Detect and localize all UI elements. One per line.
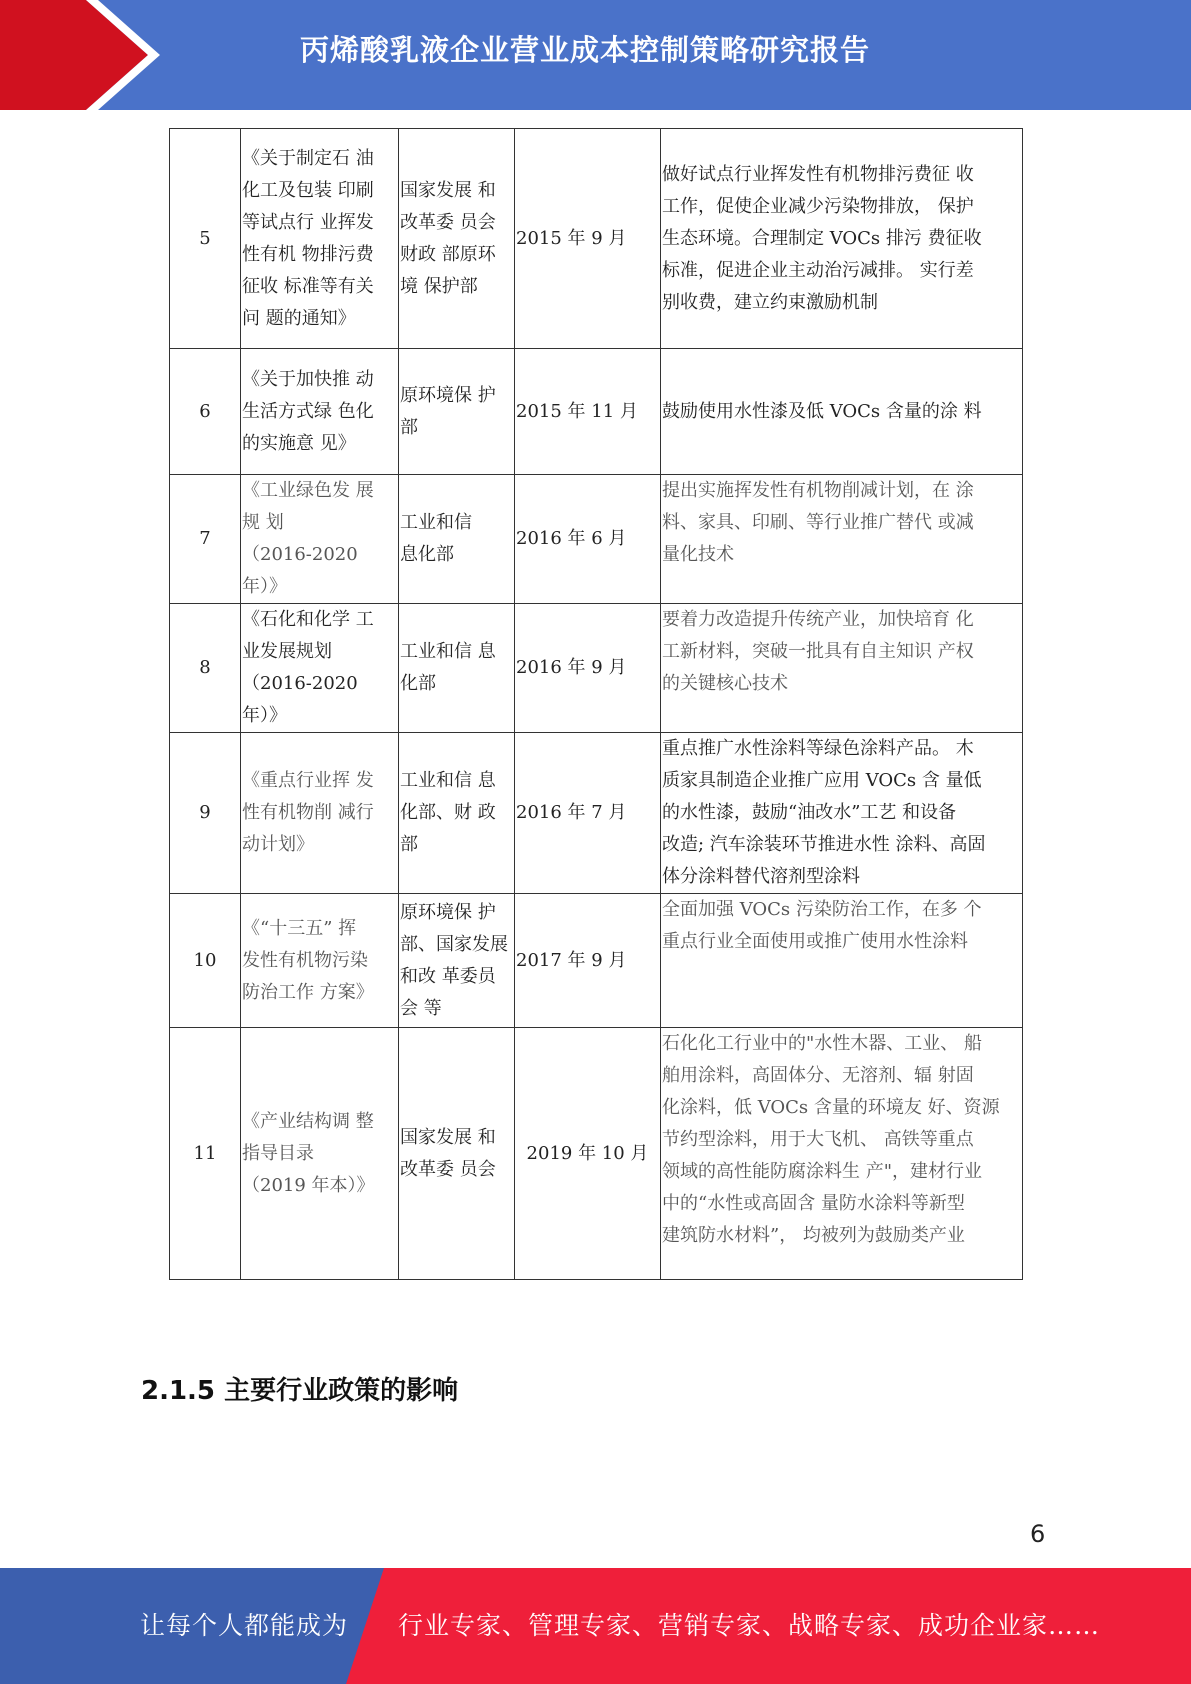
issue-date: 2016 年 7 月 bbox=[515, 733, 661, 894]
policy-content-line: 做好试点行业挥发性有机物排污费征 收 bbox=[662, 163, 974, 185]
issuing-department-line: 改革委 员会 bbox=[400, 211, 496, 233]
row-number: 10 bbox=[170, 894, 241, 1028]
table-row bbox=[170, 475, 1023, 604]
issuing-department bbox=[399, 475, 515, 604]
policy-content-line: 节约型涂料，用于大飞机、 高铁等重点 bbox=[662, 1129, 974, 1150]
issuing-department-line: 会 等 bbox=[400, 997, 442, 1019]
policy-content-line: 重点行业全面使用或推广使用水性涂料 bbox=[662, 931, 968, 952]
policy-document-line: 指导目录 bbox=[242, 1142, 314, 1164]
issuing-department-line: 境 保护部 bbox=[400, 275, 478, 297]
footer-slogan-right: 行业专家、管理专家、营销专家、战略专家、成功企业家…… bbox=[398, 1611, 1101, 1640]
issuing-department-line: 国家发展 和 bbox=[400, 1126, 496, 1148]
policy-document-line: 《重点行业挥 发 bbox=[242, 770, 374, 791]
policy-table-body bbox=[170, 129, 1023, 1280]
issuing-department bbox=[399, 349, 515, 475]
issuing-department-line: 和改 革委员 bbox=[400, 965, 496, 987]
issue-date: 2015 年 11 月 bbox=[515, 349, 661, 475]
policy-content-line: 改造; 汽车涂装环节推进水性 涂料、高固 bbox=[662, 834, 986, 855]
row-number: 6 bbox=[170, 349, 241, 475]
policy-content-line: 工新材料，突破一批具有自主知识 产权 bbox=[662, 641, 974, 662]
policy-content bbox=[661, 894, 1023, 1028]
issuing-department-line: 改革委 员会 bbox=[400, 1158, 496, 1180]
policy-document-line: 发性有机物污染 bbox=[242, 949, 368, 971]
issuing-department bbox=[399, 894, 515, 1028]
policy-content-line: 工作，促使企业减少污染物排放， 保护 bbox=[662, 195, 974, 217]
row-number: 9 bbox=[170, 733, 241, 894]
policy-document-line: 等试点行 业挥发 bbox=[242, 211, 374, 233]
table-row bbox=[170, 604, 1023, 733]
policy-document-line: （2019 年本）》 bbox=[242, 1174, 375, 1196]
issuing-department-line: 化部 bbox=[400, 673, 436, 694]
policy-content-line: 标准，促进企业主动治污减排。 实行差 bbox=[662, 259, 974, 281]
row-number: 8 bbox=[170, 604, 241, 733]
policy-content-line: 重点推广水性涂料等绿色涂料产品。 木 bbox=[662, 738, 974, 759]
footer-slogan-left: 让每个人都能成为 bbox=[140, 1611, 349, 1640]
issuing-department-line: 财政 部原环 bbox=[400, 243, 496, 265]
issuing-department bbox=[399, 733, 515, 894]
policy-document-line: 《关于加快推 动 bbox=[242, 368, 374, 390]
policy-content-line: 鼓励使用水性漆及低 VOCs 含量的涂 料 bbox=[662, 400, 982, 422]
policy-document bbox=[241, 894, 399, 1028]
policy-content-line: 量化技术 bbox=[662, 544, 734, 565]
policy-document-line: 《关于制定石 油 bbox=[242, 147, 374, 169]
policy-content-line: 的水性漆，鼓励“油改水”工艺 和设备 bbox=[662, 802, 957, 823]
policy-content bbox=[661, 604, 1023, 733]
row-number: 5 bbox=[170, 129, 241, 349]
policy-document-line: 规 划 bbox=[242, 512, 284, 533]
issue-date: 2016 年 6 月 bbox=[515, 475, 661, 604]
row-number: 11 bbox=[170, 1028, 241, 1280]
policy-document-line: 《“十三五” 挥 bbox=[242, 917, 357, 939]
policy-document bbox=[241, 475, 399, 604]
policy-content-line: 化涂料，低 VOCs 含量的环境友 好、资源 bbox=[662, 1097, 1000, 1118]
issuing-department-line: 原环境保 护 bbox=[400, 384, 496, 406]
policy-content-line: 建筑防水材料”， 均被列为鼓励类产业 bbox=[662, 1225, 965, 1246]
policy-document-line: 征收 标准等有关 bbox=[242, 275, 374, 297]
policy-document bbox=[241, 349, 399, 475]
policy-content bbox=[661, 475, 1023, 604]
issue-date: 2019 年 10 月 bbox=[515, 1028, 661, 1280]
policy-content bbox=[661, 1028, 1023, 1280]
policy-document-line: 动计划》 bbox=[242, 834, 314, 855]
policy-table bbox=[169, 128, 1023, 1280]
policy-document-line: 年）》 bbox=[242, 576, 287, 597]
policy-content bbox=[661, 733, 1023, 894]
policy-content-line: 提出实施挥发性有机物削减计划，在 涂 bbox=[662, 480, 974, 501]
issuing-department bbox=[399, 1028, 515, 1280]
policy-document-line: 防治工作 方案》 bbox=[242, 981, 374, 1003]
policy-document-line: （2016-2020 bbox=[242, 673, 358, 694]
policy-content-line: 别收费，建立约束激励机制 bbox=[662, 291, 878, 313]
issuing-department-line: 工业和信 bbox=[400, 512, 472, 533]
header-banner bbox=[0, 0, 1191, 110]
policy-document-line: 生活方式绿 色化 bbox=[242, 400, 374, 422]
policy-content-line: 体分涂料替代溶剂型涂料 bbox=[662, 866, 860, 887]
policy-content bbox=[661, 349, 1023, 475]
table-row bbox=[170, 1028, 1023, 1280]
issuing-department-line: 部 bbox=[400, 416, 418, 438]
policy-content-line: 中的“水性或高固含 量防水涂料等新型 bbox=[662, 1193, 965, 1214]
policy-document bbox=[241, 604, 399, 733]
issue-date: 2017 年 9 月 bbox=[515, 894, 661, 1028]
table-row bbox=[170, 733, 1023, 894]
report-title: 丙烯酸乳液企业营业成本控制策略研究报告 bbox=[300, 33, 871, 67]
policy-content-line: 全面加强 VOCs 污染防治工作，在多 个 bbox=[662, 899, 982, 920]
table-row bbox=[170, 129, 1023, 349]
issuing-department-line: 工业和信 息 bbox=[400, 641, 496, 662]
footer-banner bbox=[0, 1568, 1191, 1684]
section-heading: 2.1.5 主要行业政策的影响 bbox=[141, 1376, 459, 1406]
issuing-department-line: 工业和信 息 bbox=[400, 770, 496, 791]
policy-document-line: 《产业结构调 整 bbox=[242, 1110, 374, 1132]
policy-content-line: 质家具制造企业推广应用 VOCs 含 量低 bbox=[662, 770, 982, 791]
issuing-department-line: 化部、财 政 bbox=[400, 802, 496, 823]
policy-document-line: 的实施意 见》 bbox=[242, 432, 356, 454]
table-row bbox=[170, 894, 1023, 1028]
issuing-department-line: 部 bbox=[400, 834, 418, 855]
policy-document bbox=[241, 129, 399, 349]
page-number: 6 bbox=[1030, 1520, 1046, 1548]
policy-document-line: 《工业绿色发 展 bbox=[242, 480, 374, 501]
issuing-department bbox=[399, 604, 515, 733]
issuing-department-line: 息化部 bbox=[400, 544, 454, 565]
policy-content-line: 舶用涂料，高固体分、无溶剂、辐 射固 bbox=[662, 1065, 974, 1086]
policy-document-line: （2016-2020 bbox=[242, 544, 358, 565]
policy-document-line: 业发展规划 bbox=[242, 641, 332, 662]
row-number: 7 bbox=[170, 475, 241, 604]
issuing-department bbox=[399, 129, 515, 349]
policy-content-line: 的关键核心技术 bbox=[662, 673, 788, 694]
policy-content-line: 生态环境。合理制定 VOCs 排污 费征收 bbox=[662, 227, 982, 249]
policy-document-line: 《石化和化学 工 bbox=[242, 609, 374, 630]
policy-content-line: 料、家具、印刷、等行业推广替代 或减 bbox=[662, 512, 974, 533]
issuing-department-line: 原环境保 护 bbox=[400, 901, 496, 923]
policy-document-line: 性有机物削 减行 bbox=[242, 802, 374, 823]
policy-document bbox=[241, 733, 399, 894]
policy-document-line: 化工及包装 印刷 bbox=[242, 179, 374, 201]
policy-content bbox=[661, 129, 1023, 349]
policy-document-line: 问 题的通知》 bbox=[242, 307, 356, 329]
table-row bbox=[170, 349, 1023, 475]
issuing-department-line: 部、国家发展 bbox=[400, 933, 508, 955]
policy-content-line: 领域的高性能防腐涂料生 产"，建材行业 bbox=[662, 1161, 982, 1182]
issuing-department-line: 国家发展 和 bbox=[400, 179, 496, 201]
policy-document-line: 性有机 物排污费 bbox=[242, 243, 374, 265]
issue-date: 2016 年 9 月 bbox=[515, 604, 661, 733]
policy-content-line: 石化化工行业中的"水性木器、工业、 船 bbox=[662, 1033, 982, 1054]
policy-document bbox=[241, 1028, 399, 1280]
policy-document-line: 年）》 bbox=[242, 705, 287, 726]
policy-content-line: 要着力改造提升传统产业，加快培育 化 bbox=[662, 609, 974, 630]
issue-date: 2015 年 9 月 bbox=[515, 129, 661, 349]
